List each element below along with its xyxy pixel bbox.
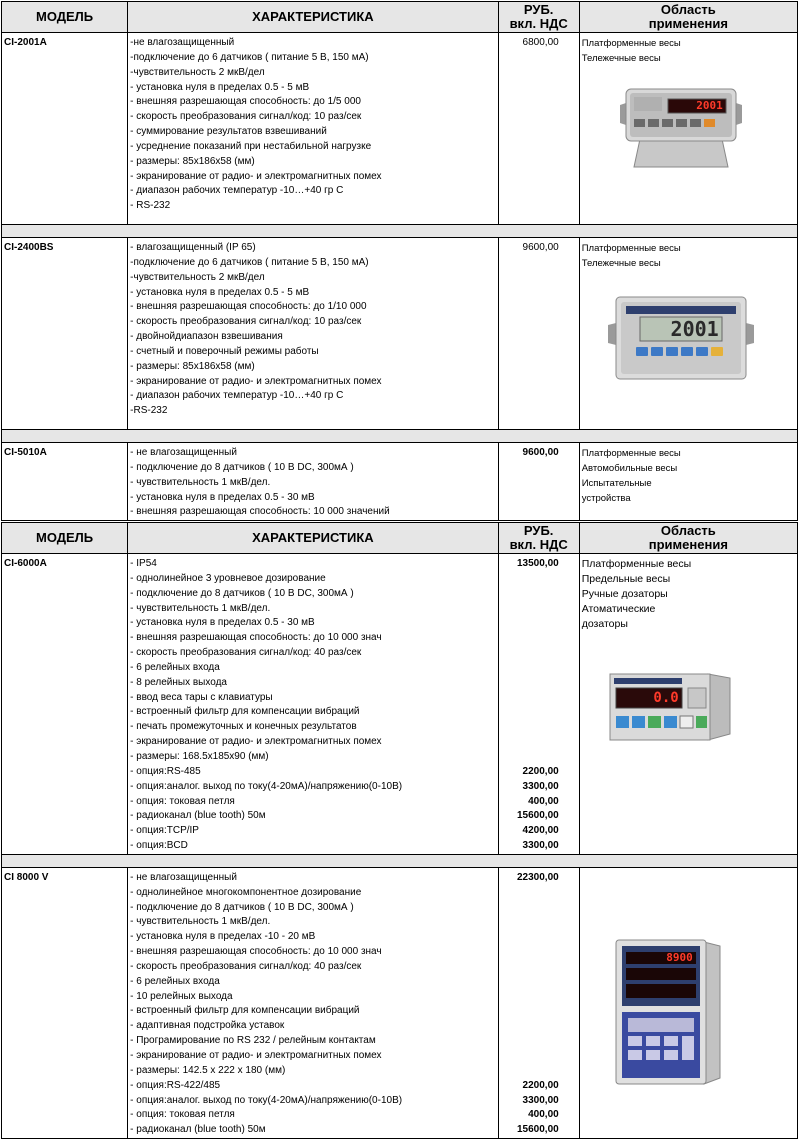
list-item: Испытательные (581, 478, 652, 489)
list-item (499, 975, 559, 990)
list-item: 2200,00 (522, 1079, 559, 1091)
list-item: - счетный и поверочный режимы работы (130, 345, 319, 357)
list-item: -не влагозащищенный (130, 37, 235, 48)
price-table-2 (1, 522, 798, 1139)
header-spec: ХАРАКТЕРИСТИКА (128, 523, 498, 554)
list-item: - скорость преобразования сигнал/код: 40 раз/сек (130, 647, 362, 659)
list-item: 3300,00 (522, 840, 559, 852)
list-item (499, 886, 559, 901)
product-row-ci-8000v (2, 867, 798, 1138)
list-item (499, 1019, 559, 1034)
list-item: -чувствительность 2 мкВ/дел (130, 66, 265, 78)
list-item: Платформенные весы (581, 38, 681, 49)
list-item: 15600,00 (516, 1124, 559, 1136)
list-item: 400,00 (528, 795, 559, 807)
list-item: - установка нуля в пределах 0.5 - 5 мВ (130, 286, 310, 298)
list-item (499, 631, 559, 646)
list-item: - чувствительность 1 мкВ/дел. (130, 916, 271, 928)
list-item: - ввод веса тары с клавиатуры (130, 691, 273, 703)
list-item (499, 945, 559, 960)
list-item: - однолинейное 3 уровневое дозирование (130, 572, 326, 584)
list-item: - подключение до 8 датчиков ( 10 В DC, 300мА ) (130, 901, 354, 913)
application-cell (579, 33, 797, 225)
spec-list (128, 238, 498, 430)
list-item: - внешняя разрешающая способность: до 1/5 000 (130, 96, 361, 108)
spec-list (128, 443, 498, 521)
indicator-ci-2400bs-image (608, 293, 754, 381)
list-item (499, 1049, 559, 1064)
list-item (499, 572, 559, 587)
indicator-ci-8000v-image (612, 938, 722, 1086)
list-item: - опция:BCD (130, 840, 188, 852)
list-item (499, 960, 559, 975)
list-item (499, 735, 559, 750)
application-cell (579, 867, 797, 1138)
header-app: Область применения (579, 2, 797, 33)
list-item: Предельные весы (581, 573, 671, 585)
list-item (499, 990, 559, 1005)
indicator-display: 2001 (670, 318, 719, 340)
list-item: устройства (581, 493, 631, 504)
list-item: - двойнойдиапазон взвешивания (130, 331, 283, 343)
list-item: -подключение до 6 датчиков ( питание 5 В, 150 мА) (130, 256, 369, 268)
list-item (499, 720, 559, 735)
price-list (498, 554, 579, 855)
list-item (499, 661, 559, 676)
model-name: CI-2001A (2, 33, 128, 225)
list-item: - размеры: 85х186х58 (мм) (130, 155, 255, 167)
indicator-ci-2001a-image (620, 83, 742, 171)
header-spec: ХАРАКТЕРИСТИКА (128, 2, 498, 33)
indicator-display: 8900 (666, 951, 693, 964)
list-item: - встроенный фильтр для компенсации вибраций (130, 1005, 360, 1017)
list-item: 3300,00 (522, 780, 559, 792)
application-cell (579, 238, 797, 430)
list-item: Платформенные весы (581, 243, 681, 254)
list-item: - размеры: 85х186х58 (мм) (130, 360, 255, 372)
list-item: Платформенные весы (581, 558, 692, 570)
list-item: - чувствительность 1 мкВ/дел. (130, 476, 271, 488)
list-item (499, 676, 559, 691)
list-item: 4200,00 (522, 825, 559, 837)
list-item (499, 1064, 559, 1079)
list-item: 3300,00 (522, 1094, 559, 1106)
list-item: -подключение до 6 датчиков ( питание 5 В, 150 мА) (130, 51, 369, 63)
product-row-ci-5010a (2, 443, 798, 521)
list-item (499, 705, 559, 720)
list-item: - скорость преобразования сигнал/код: 10 раз/сек (130, 111, 362, 123)
product-row-ci-6000a (2, 554, 798, 855)
list-item: - усреднение показаний при нестабильной нагрузке (130, 140, 372, 152)
list-item: 400,00 (528, 1109, 559, 1121)
list-item: 15600,00 (516, 810, 559, 822)
list-item: - 6 релейных входа (130, 975, 220, 987)
list-item: - подключение до 8 датчиков ( 10 В DC, 300мА ) (130, 461, 354, 473)
list-item: - радиоканал (blue tooth) 50м (130, 810, 266, 822)
list-item (499, 901, 559, 916)
indicator-display: 2001 (696, 100, 723, 112)
product-row-ci-2400bs (2, 238, 798, 430)
list-item: Ручные дозаторы (581, 588, 668, 600)
list-item: - установка нуля в пределах -10 - 20 мВ (130, 931, 316, 943)
list-item: - чувствительность 1 мкВ/дел. (130, 602, 271, 614)
indicator-display: 0.0 (653, 690, 679, 706)
list-item: - скорость преобразования сигнал/код: 40 раз/сек (130, 960, 362, 972)
price-list (498, 443, 579, 521)
model-name: CI-6000A (2, 554, 128, 855)
header-price: РУБ. вкл. НДС (498, 2, 579, 33)
price-list (498, 867, 579, 1138)
model-name: CI-2400BS (2, 238, 128, 430)
list-item: Атоматические (581, 603, 656, 615)
list-item (499, 691, 559, 706)
spec-list (128, 867, 498, 1138)
list-item: - 8 релейных выхода (130, 676, 227, 688)
list-item: - опция: токовая петля (130, 795, 235, 807)
list-item: - не влагозащищенный (130, 447, 237, 458)
list-item: - экранирование от радио- и электромагнитных помех (130, 170, 382, 182)
list-item: - опция:RS-485 (130, 765, 201, 777)
list-item: - внешняя разрешающая способность: до 10 000 знач (130, 946, 382, 958)
list-item: - 10 релейных выхода (130, 990, 233, 1002)
list-item: - внешняя разрешающая способность: до 1/10 000 (130, 301, 367, 313)
list-item: Тележечные весы (581, 53, 661, 64)
price-list (498, 238, 579, 430)
list-item: - однолинейное многокомпонентное дозирование (130, 886, 362, 898)
list-item: - печать промежуточных и конечных результатов (130, 721, 357, 733)
price-table-1 (1, 1, 798, 521)
list-item: - установка нуля в пределах 0.5 - 30 мВ (130, 617, 315, 629)
list-item: -RS-232 (130, 405, 168, 417)
list-item: - внешняя разрешающая способность: 10 000 значений (130, 506, 390, 518)
list-item (499, 587, 559, 602)
list-item: дозаторы (581, 618, 628, 630)
header-app: Область применения (579, 523, 797, 554)
list-item: - RS-232 (130, 200, 171, 212)
list-item: - не влагозащищенный (130, 871, 237, 883)
model-name: CI-5010A (2, 443, 128, 521)
list-item: - диапазон рабочих температур -10…+40 гр С (130, 390, 344, 402)
spec-list (128, 33, 498, 225)
list-item: - экранирование от радио- и электромагнитных помех (130, 375, 382, 387)
list-item (499, 915, 559, 930)
list-item: - внешняя разрешающая способность: до 10 000 знач (130, 632, 382, 644)
list-item: 9600,00 (522, 242, 559, 253)
list-item: - влагозащищенный (IP 65) (130, 242, 256, 253)
list-item: - установка нуля в пределах 0.5 - 5 мВ (130, 81, 310, 93)
list-item: 6800,00 (522, 37, 559, 48)
list-item (499, 930, 559, 945)
list-item: - опция:RS-422/485 (130, 1079, 221, 1091)
list-item: - суммирование результатов взвешиваний (130, 126, 327, 138)
list-item: Автомобильные весы (581, 463, 678, 474)
model-name: CI 8000 V (2, 867, 128, 1138)
list-item: 2200,00 (522, 765, 559, 777)
list-item: - размеры: 168.5х185х90 (мм) (130, 750, 269, 762)
list-item (499, 646, 559, 661)
list-item: - размеры: 142.5 х 222 х 180 (мм) (130, 1064, 286, 1076)
header-model: МОДЕЛЬ (2, 523, 128, 554)
header-model: МОДЕЛЬ (2, 2, 128, 33)
list-item (499, 1004, 559, 1019)
list-item (499, 616, 559, 631)
list-item (499, 750, 559, 765)
list-item: - адаптивная подстройка уставок (130, 1020, 285, 1032)
list-item: 22300,00 (516, 871, 559, 883)
list-item: - Програмирование по RS 232 / релейным контактам (130, 1035, 376, 1047)
list-item: 13500,00 (516, 558, 559, 569)
list-item: Платформенные весы (581, 448, 681, 459)
product-row-ci-2001a (2, 33, 798, 225)
list-item: - экранирование от радио- и электромагнитных помех (130, 1050, 382, 1061)
list-item (499, 602, 559, 617)
list-item: - IP54 (130, 558, 157, 569)
list-item: - скорость преобразования сигнал/код: 10 раз/сек (130, 316, 362, 328)
list-item: - экранирование от радио- и электромагнитных помех (130, 736, 382, 748)
application-cell (579, 443, 797, 521)
price-list (498, 33, 579, 225)
list-item: - подключение до 8 датчиков ( 10 В DC, 300мА ) (130, 587, 354, 599)
list-item: - опция:аналог. выход по току(4-20мА)/напряжению(0-10В) (130, 780, 403, 792)
list-item: - опция:TCP/IP (130, 825, 199, 837)
list-item: - установка нуля в пределах 0.5 - 30 мВ (130, 491, 315, 503)
list-item: - опция: токовая петля (130, 1109, 235, 1121)
list-item: -чувствительность 2 мкВ/дел (130, 271, 265, 283)
list-item: - диапазон рабочих температур -10…+40 гр С (130, 185, 344, 197)
application-cell (579, 554, 797, 855)
list-item: - 6 релейных входа (130, 661, 220, 673)
spec-list (128, 554, 498, 855)
indicator-ci-6000a-image (608, 672, 732, 742)
header-price: РУБ. вкл. НДС (498, 523, 579, 554)
list-item: - встроенный фильтр для компенсации вибраций (130, 706, 360, 718)
list-item: - опция:аналог. выход по току(4-20мА)/напряжению(0-10В) (130, 1094, 403, 1106)
list-item: Тележечные весы (581, 258, 661, 269)
list-item: - радиоканал (blue tooth) 50м (130, 1124, 266, 1136)
list-item (499, 1034, 559, 1049)
list-item: 9600,00 (522, 447, 559, 458)
